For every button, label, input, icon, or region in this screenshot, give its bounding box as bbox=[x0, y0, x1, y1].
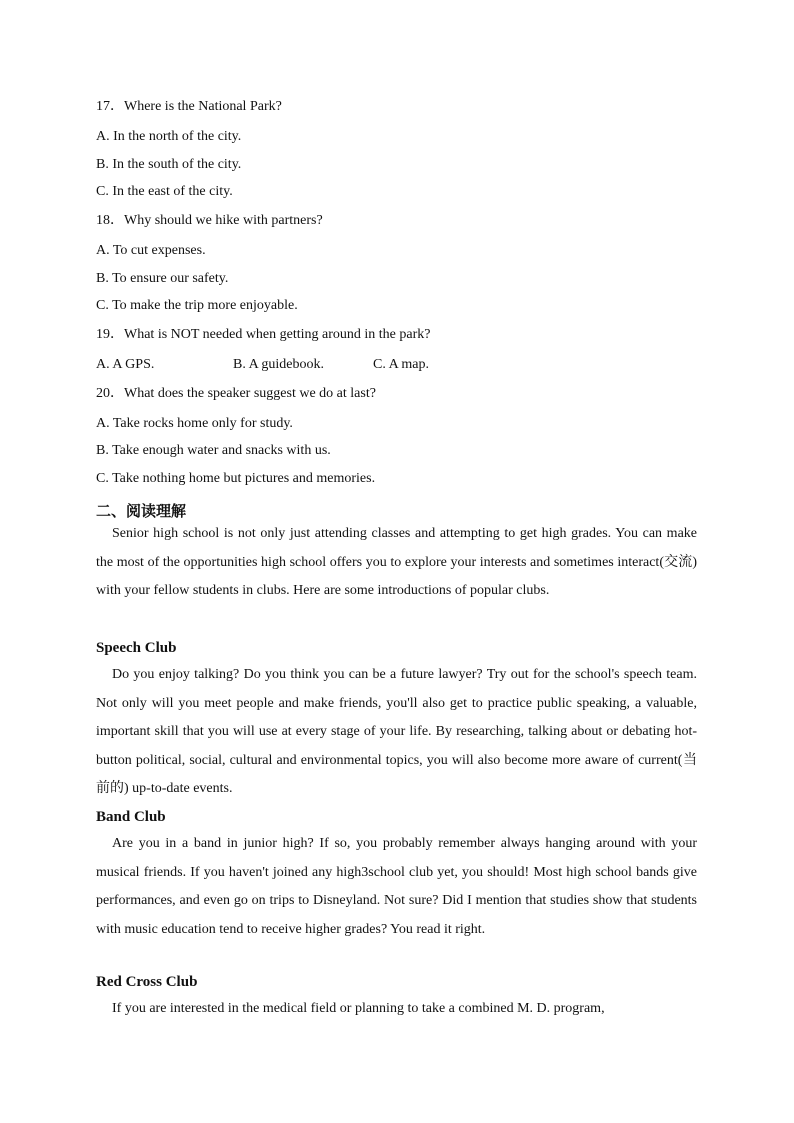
question-19-option-b: B. A guidebook. bbox=[233, 357, 325, 372]
passage-intro: Senior high school is not only just attending classes and attempting to get high grades. You can make the most of the opportunities high school offers you to explore your interests and sometimes interact(交流) with your fellow students in clubs. Here are some introductions of popular clubs. bbox=[96, 526, 697, 598]
question-17-stem: 17．Where is the National Park? bbox=[96, 99, 282, 114]
question-18-option-c: C. To make the trip more enjoyable. bbox=[96, 298, 298, 313]
speech-club-title: Speech Club bbox=[96, 640, 177, 656]
section-heading: 二、阅读理解 bbox=[96, 502, 187, 520]
question-18-stem: 18．Why should we hike with partners? bbox=[96, 213, 323, 228]
question-20-option-c: C. Take nothing home but pictures and memories. bbox=[96, 471, 376, 486]
question-17-option-b: B. In the south of the city. bbox=[96, 157, 242, 172]
speech-club-text: Do you enjoy talking? Do you think you can be a future lawyer? Try out for the school's speech team. Not only will you meet people and make friends, you'll also get to practice public speaking, a valuable, important skill that you will use at every stage of your life. By researching, talking about or debating hot-button political, social, cultural and environmental topics, you will also become more aware of current(当前的) up-to-date events. bbox=[96, 667, 697, 796]
question-19-option-c: C. A map. bbox=[373, 357, 430, 372]
question-19-option-a: A. A GPS. bbox=[96, 357, 155, 372]
red-cross-club-text: If you are interested in the medical field or planning to take a combined M. D. program, bbox=[112, 1001, 605, 1016]
band-club-text: Are you in a band in junior high? If so, you probably remember always hanging around with your musical friends. If you haven't joined any high3school club yet, you should! Most high school bands give performances, and even go on trips to Disneyland. Not sure? Did I mention that studies show that students with music education tend to receive higher grades? You read it right. bbox=[96, 836, 697, 937]
question-20-stem: 20．What does the speaker suggest we do at last? bbox=[96, 386, 376, 401]
question-18-option-a: A. To cut expenses. bbox=[96, 243, 206, 258]
question-17-option-a: A. In the north of the city. bbox=[96, 129, 242, 144]
band-club-title: Band Club bbox=[96, 809, 166, 825]
question-19-options bbox=[96, 356, 716, 374]
question-20-option-a: A. Take rocks home only for study. bbox=[96, 416, 293, 431]
question-18-option-b: B. To ensure our safety. bbox=[96, 271, 229, 286]
red-cross-club-title: Red Cross Club bbox=[96, 974, 198, 990]
question-17-option-c: C. In the east of the city. bbox=[96, 184, 233, 199]
question-19-stem: 19．What is NOT needed when getting around in the park? bbox=[96, 327, 431, 342]
question-20-option-b: B. Take enough water and snacks with us. bbox=[96, 443, 331, 458]
